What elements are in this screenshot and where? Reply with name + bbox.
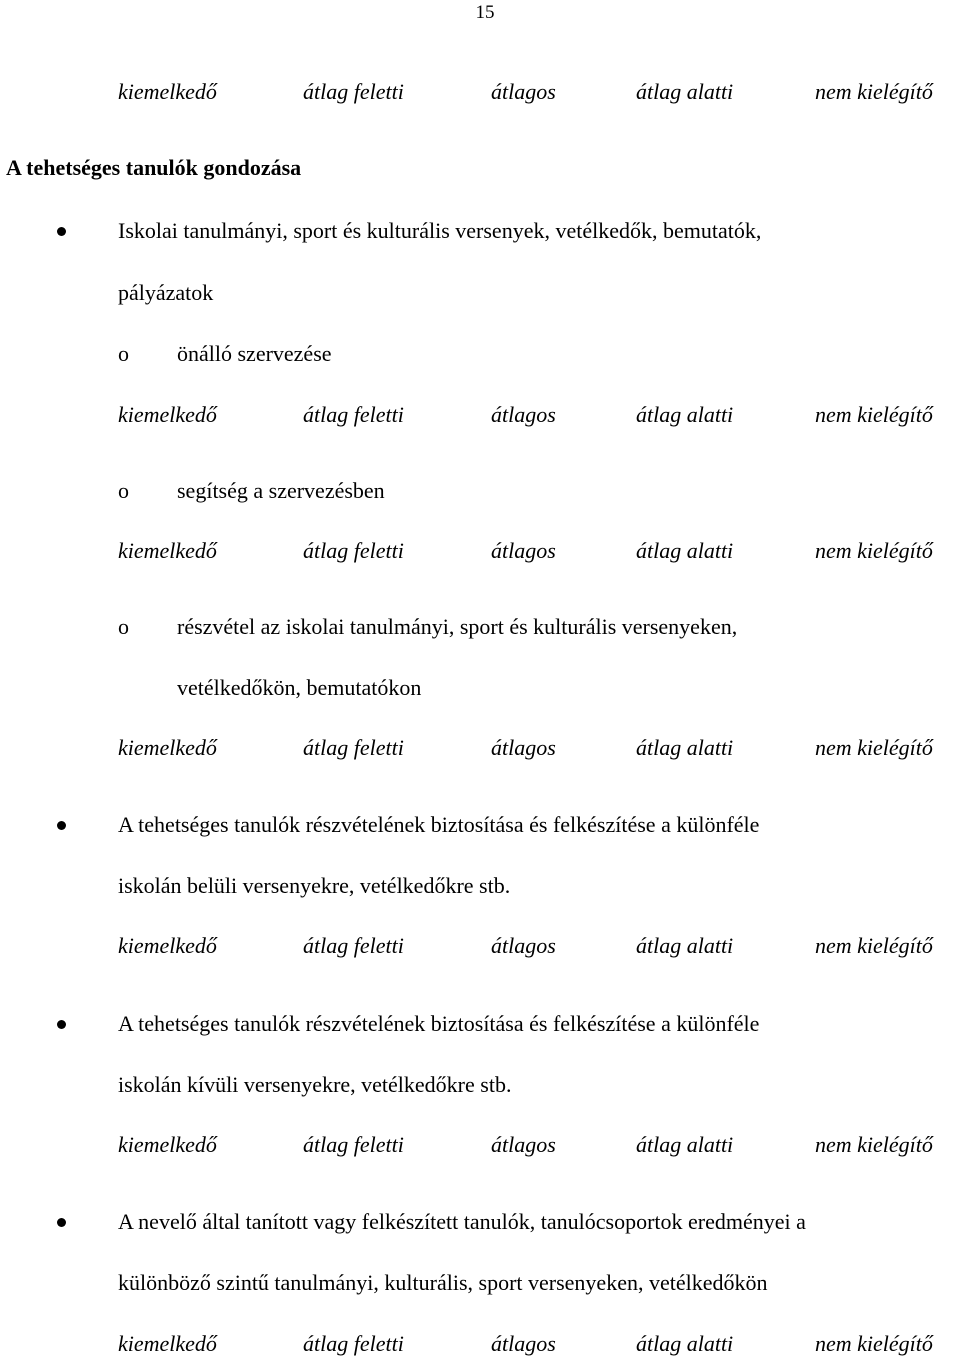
rating-option-nem-kielegito: nem kielégítő [815, 79, 933, 104]
bullet-icon [57, 1218, 66, 1227]
rating-option-atlag-feletti: átlag feletti [303, 933, 404, 958]
rating-option-atlag-feletti: átlag feletti [303, 538, 404, 563]
section-title: A tehetséges tanulók gondozása [6, 155, 302, 180]
rating-option-atlag-feletti: átlag feletti [303, 79, 404, 104]
item-text-line: részvétel az iskolai tanulmányi, sport és kulturális versenyeken, [177, 614, 738, 639]
rating-option-atlagos: átlagos [491, 538, 556, 563]
rating-option-atlag-alatti: átlag alatti [636, 79, 734, 104]
rating-option-atlagos: átlagos [491, 933, 556, 958]
rating-option-kiemelkedo: kiemelkedő [118, 402, 217, 427]
rating-option-atlag-alatti: átlag alatti [636, 1132, 734, 1157]
rating-option-atlag-feletti: átlag feletti [303, 402, 404, 427]
item-text-line: iskolán belüli versenyekre, vetélkedőkre stb. [118, 873, 511, 898]
rating-option-kiemelkedo: kiemelkedő [118, 933, 217, 958]
rating-option-kiemelkedo: kiemelkedő [118, 538, 217, 563]
rating-option-kiemelkedo: kiemelkedő [118, 1331, 217, 1356]
rating-option-nem-kielegito: nem kielégítő [815, 735, 933, 760]
rating-option-kiemelkedo: kiemelkedő [118, 1132, 217, 1157]
rating-option-kiemelkedo: kiemelkedő [118, 735, 217, 760]
bullet-icon [57, 821, 66, 830]
rating-option-kiemelkedo: kiemelkedő [118, 79, 217, 104]
page-number: 15 [475, 2, 495, 23]
item-text-line: vetélkedőkön, bemutatókon [177, 675, 422, 700]
rating-scale [118, 735, 960, 763]
bullet-icon [57, 227, 66, 236]
rating-scale [118, 1331, 960, 1359]
item-text-line: önálló szervezése [177, 341, 332, 366]
sub-bullet-icon: o [118, 341, 129, 366]
rating-option-atlagos: átlagos [491, 735, 556, 760]
rating-option-atlagos: átlagos [491, 1132, 556, 1157]
rating-scale [118, 402, 960, 430]
rating-option-atlag-alatti: átlag alatti [636, 538, 734, 563]
sub-bullet-icon: o [118, 478, 129, 503]
rating-option-atlagos: átlagos [491, 1331, 556, 1356]
rating-option-atlagos: átlagos [491, 402, 556, 427]
rating-option-atlag-feletti: átlag feletti [303, 735, 404, 760]
rating-option-atlag-alatti: átlag alatti [636, 402, 734, 427]
rating-option-atlag-alatti: átlag alatti [636, 735, 734, 760]
rating-option-nem-kielegito: nem kielégítő [815, 1132, 933, 1157]
item-text-line: pályázatok [118, 280, 214, 305]
item-text-line: A tehetséges tanulók részvételének biztosítása és felkészítése a különféle [118, 1011, 760, 1036]
rating-scale [118, 933, 960, 961]
bullet-icon [57, 1020, 66, 1029]
rating-option-nem-kielegito: nem kielégítő [815, 538, 933, 563]
rating-scale [118, 79, 960, 107]
rating-option-atlag-feletti: átlag feletti [303, 1132, 404, 1157]
rating-option-nem-kielegito: nem kielégítő [815, 1331, 933, 1356]
sub-bullet-icon: o [118, 614, 129, 639]
item-text-line: Iskolai tanulmányi, sport és kulturális versenyek, vetélkedők, bemutatók, [118, 218, 762, 243]
rating-option-atlag-feletti: átlag feletti [303, 1331, 404, 1356]
rating-option-atlagos: átlagos [491, 79, 556, 104]
rating-option-atlag-alatti: átlag alatti [636, 933, 734, 958]
item-text-line: különböző szintű tanulmányi, kulturális, sport versenyeken, vetélkedőkön [118, 1270, 768, 1295]
rating-scale [118, 538, 960, 566]
rating-option-atlag-alatti: átlag alatti [636, 1331, 734, 1356]
item-text-line: iskolán kívüli versenyekre, vetélkedőkre stb. [118, 1072, 512, 1097]
item-text-line: segítség a szervezésben [177, 478, 385, 503]
rating-option-nem-kielegito: nem kielégítő [815, 933, 933, 958]
rating-option-nem-kielegito: nem kielégítő [815, 402, 933, 427]
rating-scale [118, 1132, 960, 1160]
item-text-line: A tehetséges tanulók részvételének biztosítása és felkészítése a különféle [118, 812, 760, 837]
item-text-line: A nevelő által tanított vagy felkészített tanulók, tanulócsoportok eredményei a [118, 1209, 806, 1234]
